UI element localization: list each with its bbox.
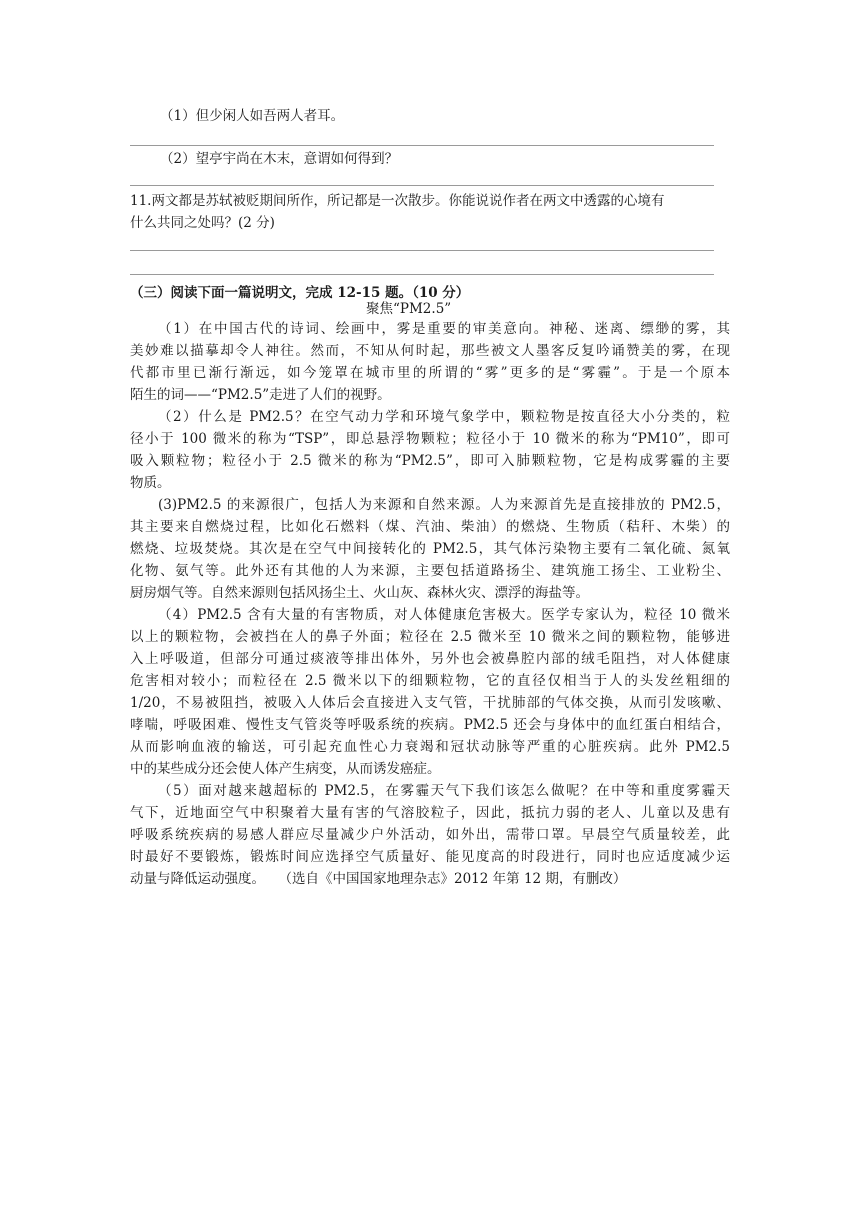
article-paragraph-3-line: (3)PM2.5 的来源很广，包括人为来源和自然来源。人为来源首先是直接排放的 PM2.5， [158,497,730,513]
article-paragraph-3-line: 其主要来自燃烧过程，比如化石燃料（煤、汽油、柴油）的燃烧、生物质（秸秆、木柴）的 [130,519,730,535]
answer-line [130,250,714,251]
article-title: 聚焦“PM2.5” [366,301,452,317]
article-paragraph-4-line: 以上的颗粒物，会被挡在人的鼻子外面；粒径在 2.5 微米至 10 微米之间的颗粒物，能够进 [130,629,730,645]
article-paragraph-5-line: 气下，近地面空气中积聚着大量有害的气溶胶粒子，因此，抵抗力弱的老人、儿童以及患有 [130,805,730,821]
answer-line [130,274,714,275]
article-paragraph-4-line: 1/20，不易被阻挡，被吸入人体后会直接进入支气管，干扰肺部的气体交换，从而引发咳嗽、 [130,695,730,711]
article-paragraph-2-line: 物质。 [130,475,171,491]
article-paragraph-3-line: 化物、氨气等。此外还有其他的人为来源，主要包括道路扬尘、建筑施工扬尘、工业粉尘、 [130,563,730,579]
article-paragraph-4-line: 中的某些成分还会使人体产生病变，从而诱发癌症。 [130,761,441,777]
article-paragraph-1-line: 陌生的词——“PM2.5”走进了人们的视野。 [130,387,391,403]
article-paragraph-4-line: 从而影响血液的输送，可引起充血性心力衰竭和冠状动脉等严重的心脏疾病。此外 PM2.5 [130,739,730,755]
article-paragraph-2-line: 吸入颗粒物；粒径小于 2.5 微米的称为“PM2.5”，即可入肺颗粒物，它是构成雾霾的主要 [130,453,730,469]
article-paragraph-3-line: 燃烧、垃圾焚烧。其次是在空气中间接转化的 PM2.5，其气体污染物主要有二氧化硫、氮氧 [130,541,730,557]
article-paragraph-1-line: 代都市里已渐行渐远，如今笼罩在城市里的所谓的“雾”更多的是“雾霾”。于是一个原本 [130,365,730,381]
article-paragraph-4-line: 入上呼吸道，但部分可通过痰液等排出体外，另外也会被鼻腔内部的绒毛阻挡，对人体健康 [130,651,730,667]
article-paragraph-4-line: 哮喘，呼吸困难、慢性支气管炎等呼吸系统的疾病。PM2.5 还会与身体中的血红蛋白相结合， [130,717,730,733]
article-paragraph-4-line: 危害相对较小；而粒径在 2.5 微米以下的细颗粒物，它的直径仅相当于人的头发丝粗细的 [130,673,730,689]
answer-line [130,145,714,146]
q10-item-2: （2）望亭宇尚在木末，意谓如何得到？ [160,151,399,167]
article-paragraph-1-line: 美妙难以描摹却令人神往。然而，不知从何时起，那些被文人墨客反复吟诵赞美的雾，在现 [130,343,730,359]
answer-line [130,185,714,186]
article-paragraph-1-line: （1）在中国古代的诗词、绘画中，雾是重要的审美意向。神秘、迷离、缥缈的雾，其 [158,321,730,337]
article-paragraph-5-line: 时最好不要锻炼，锻炼时间应选择空气质量好、能见度高的时段进行，同时也应适度减少运 [130,849,730,865]
article-paragraph-5-line: （5）面对越来越超标的 PM2.5，在雾霾天气下我们该怎么做呢？在中等和重度雾霾天 [158,783,730,799]
q11-line-1: 11.两文都是苏轼被贬期间所作，所记都是一次散步。你能说说作者在两文中透露的心境有 [130,193,665,209]
article-paragraph-5-line: 呼吸系统疾病的易感人群应尽量减少户外活动，如外出，需带口罩。早晨空气质量较差，此 [130,827,730,843]
article-paragraph-3-line: 厨房烟气等。自然来源则包括风扬尘土、火山灰、森林火灾、漂浮的海盐等。 [130,585,589,601]
q11-line-2: 什么共同之处吗？(2 分) [130,215,275,231]
article-paragraph-4-line: （4）PM2.5 含有大量的有害物质，对人体健康危害极大。医学专家认为，粒径 10 微米 [158,607,730,623]
q10-item-1: （1）但少闲人如吾两人者耳。 [160,108,345,124]
article-paragraph-2-line: （2）什么是 PM2.5？在空气动力学和环境气象学中，颗粒物是按直径大小分类的，粒 [158,409,730,425]
section3-heading: （三）阅读下面一篇说明文，完成 12-15 题。（10 分） [130,285,470,301]
article-paragraph-2-line: 径小于 100 微米的称为“TSP”，即总悬浮物颗粒；粒径小于 10 微米的称为“PM10”，即可 [130,431,730,447]
article-source-line: 动量与降低运动强度。 （选自《中国国家地理杂志》2012 年第 12 期，有删改） [130,871,627,887]
